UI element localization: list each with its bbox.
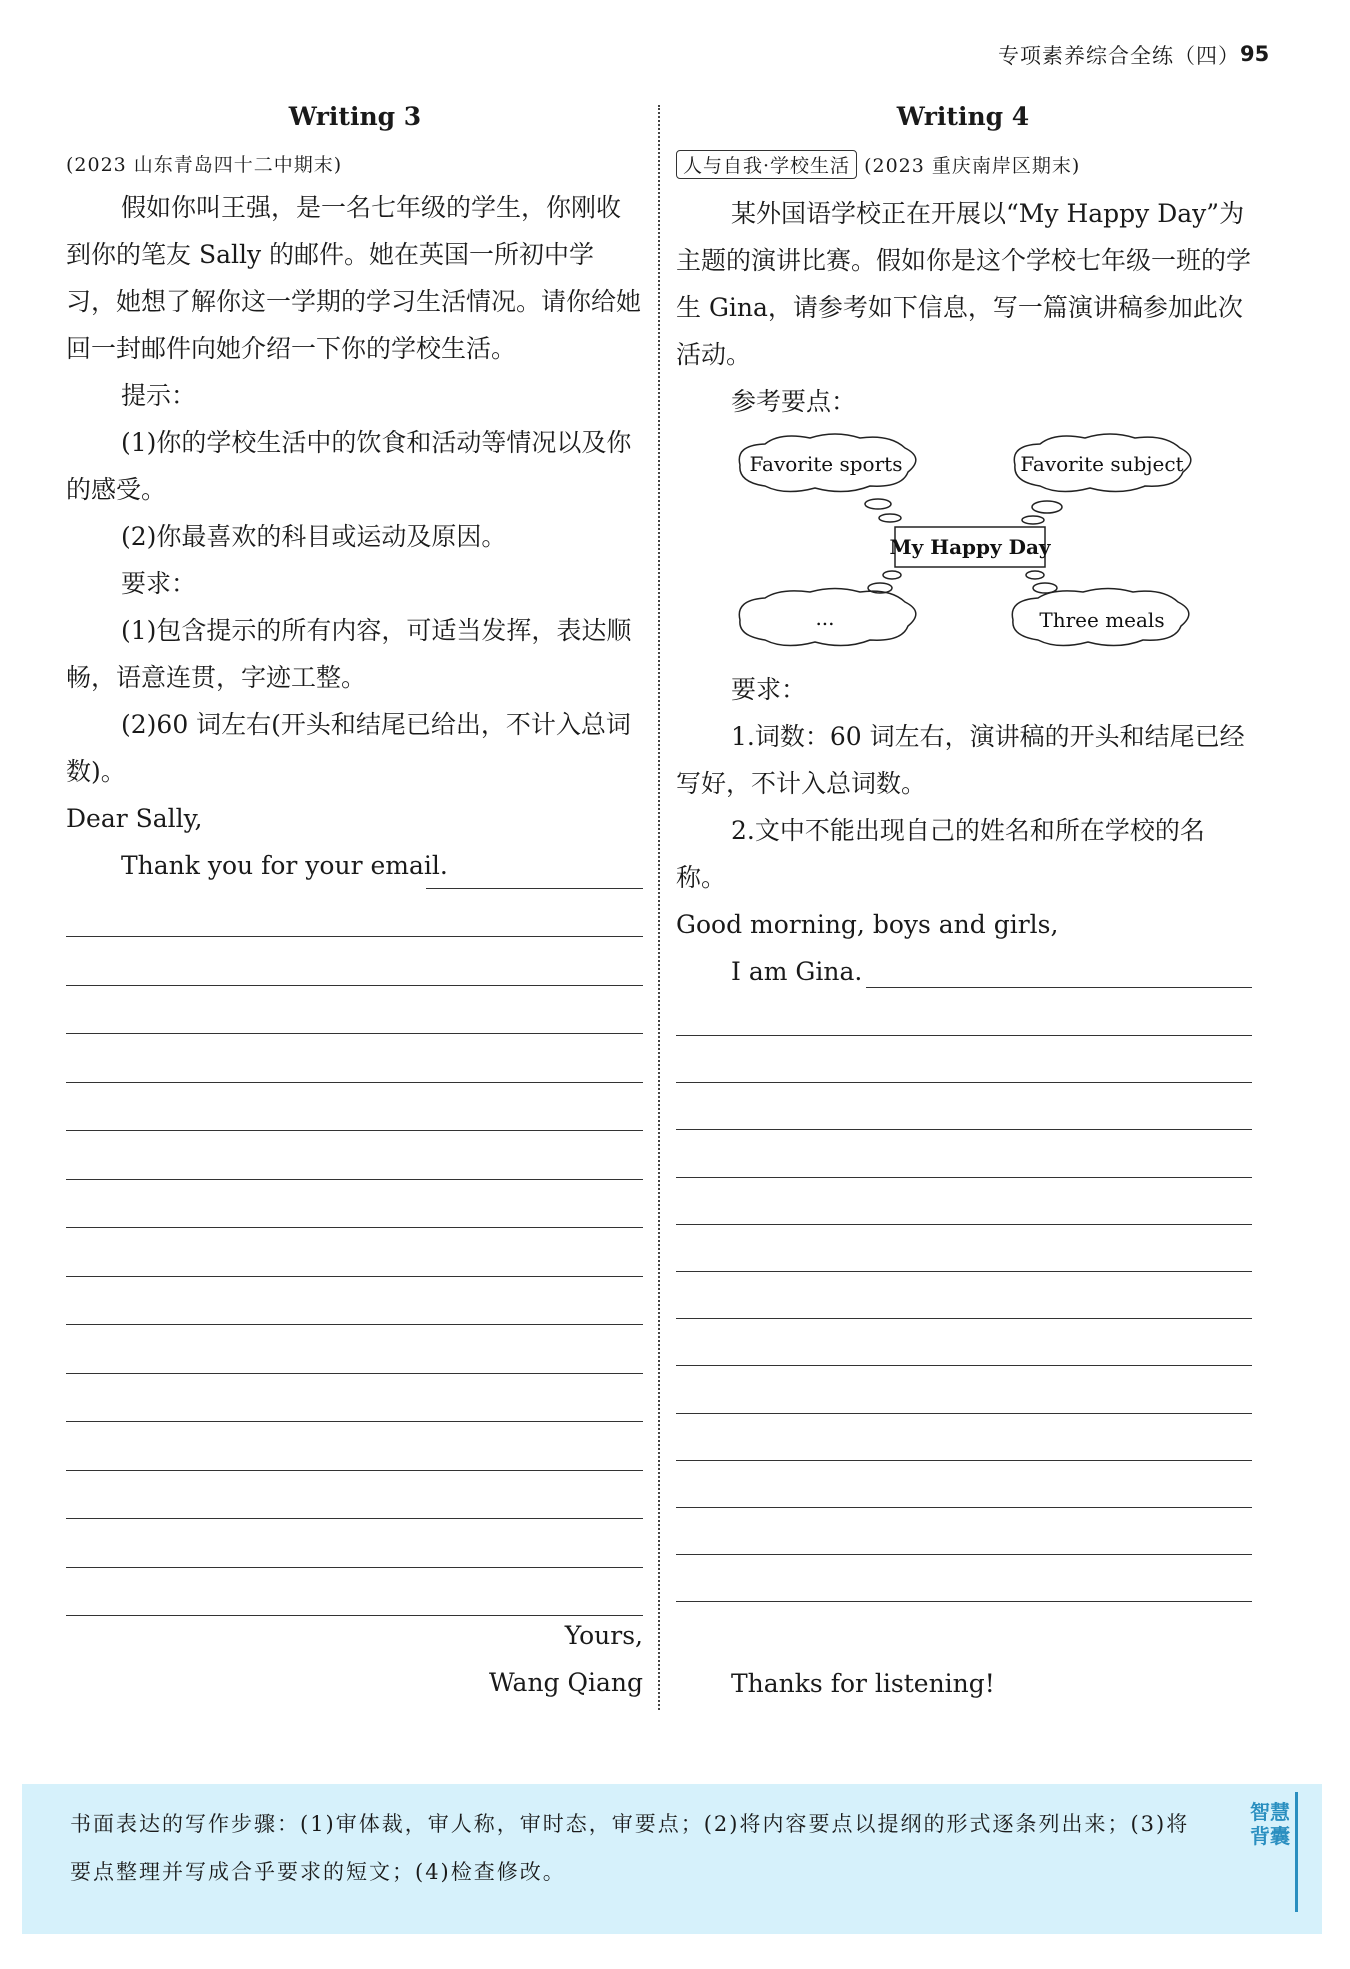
cloud-ellipsis-label: ... — [815, 606, 835, 630]
answer-line[interactable] — [676, 1460, 1252, 1461]
answer-line[interactable] — [676, 1554, 1252, 1555]
writing3-body — [66, 184, 643, 889]
writing4-source-row — [676, 150, 1080, 179]
writing4-req2: 2.文中不能出现自己的姓名和所在学校的名称。 — [676, 816, 1205, 892]
writing3-req2: (2)60 词左右(开头和结尾已给出，不计入总词数)。 — [66, 710, 631, 786]
answer-line[interactable] — [66, 1082, 643, 1083]
writing4-opening: I am Gina. — [731, 957, 863, 986]
writing4-theme-tag: 人与自我·学校生活 — [676, 150, 857, 179]
answer-line[interactable] — [66, 1276, 643, 1277]
writing4-greeting: Good morning, boys and girls, — [676, 910, 1059, 939]
answer-line[interactable] — [66, 1179, 643, 1180]
answer-line[interactable] — [676, 1224, 1252, 1225]
writing3-closing2: Wang Qiang — [489, 1668, 643, 1697]
answer-line[interactable] — [676, 1129, 1252, 1130]
answer-line[interactable] — [676, 1507, 1252, 1508]
answer-line[interactable] — [66, 1421, 643, 1422]
writing4-body — [676, 190, 1253, 425]
cloud-three-meals-label: Three meals — [1039, 608, 1165, 632]
writing3-blank-first[interactable] — [426, 888, 643, 889]
answer-line[interactable] — [66, 936, 643, 937]
center-label: My Happy Day — [889, 535, 1051, 559]
tip-text: 书面表达的写作步骤：(1)审体裁，审人称，审时态，审要点；(2)将内容要点以提纲的形式逐条列出来；(3)将要点整理并写成合乎要求的短文；(4)检查修改。 — [70, 1812, 1190, 1884]
writing4-blank-first[interactable] — [866, 987, 1252, 988]
answer-line[interactable] — [676, 1271, 1252, 1272]
answer-line[interactable] — [66, 1518, 643, 1519]
writing4-ref-label: 参考要点： — [731, 387, 857, 416]
writing4-req-label: 要求： — [731, 675, 807, 704]
answer-line[interactable] — [66, 1373, 643, 1374]
writing3-prompt: 假如你叫王强，是一名七年级的学生，你刚收到你的笔友 Sally 的邮件。她在英国一所初中学习，她想了解你这一学期的学习生活情况。请你给她回一封邮件向她介绍一下你的学校生活。 — [66, 193, 642, 363]
answer-line[interactable] — [66, 1567, 643, 1568]
answer-line[interactable] — [66, 1227, 643, 1228]
answer-line[interactable] — [66, 1615, 643, 1616]
answer-line[interactable] — [66, 1033, 643, 1034]
writing3-closing1: Yours, — [564, 1621, 643, 1650]
writing4-title: Writing 4 — [896, 102, 1030, 131]
cloud-favorite-subject-label: Favorite subject — [1020, 452, 1184, 476]
writing3-source: (2023 山东青岛四十二中期末) — [66, 154, 343, 176]
writing3-hint2: (2)你最喜欢的科目或运动及原因。 — [121, 522, 507, 551]
writing4-source: (2023 重庆南岸区期末) — [864, 155, 1081, 177]
mind-map — [730, 430, 1210, 660]
page-number: 95 — [1240, 42, 1270, 66]
answer-line[interactable] — [66, 1130, 643, 1131]
writing3-hint-label: 提示： — [121, 381, 197, 410]
column-divider — [658, 105, 660, 1710]
writing3-req1: (1)包含提示的所有内容，可适当发挥，表达顺畅，语意连贯，字迹工整。 — [66, 616, 632, 692]
answer-line[interactable] — [66, 1470, 643, 1471]
answer-line[interactable] — [676, 1318, 1252, 1319]
answer-line[interactable] — [676, 1365, 1252, 1366]
answer-line[interactable] — [676, 1413, 1252, 1414]
answer-line[interactable] — [676, 1177, 1252, 1178]
answer-line[interactable] — [676, 1035, 1252, 1036]
answer-line[interactable] — [66, 985, 643, 986]
writing3-req-label: 要求： — [121, 569, 197, 598]
writing4-req1: 1.词数：60 词左右，演讲稿的开头和结尾已经写好，不计入总词数。 — [676, 722, 1245, 798]
tip-side-label: 智慧背囊 — [1250, 1800, 1290, 1848]
writing3-hint1: (1)你的学校生活中的饮食和活动等情况以及你的感受。 — [66, 428, 632, 504]
writing3-greeting: Dear Sally, — [66, 804, 203, 833]
answer-line[interactable] — [676, 1082, 1252, 1083]
answer-line[interactable] — [676, 1601, 1252, 1602]
writing3-title: Writing 3 — [288, 102, 422, 131]
writing3-opening: Thank you for your email. — [121, 851, 448, 880]
writing4-closing: Thanks for listening! — [731, 1669, 995, 1698]
writing4-reqs — [676, 666, 1253, 995]
running-header: 专项素养综合全练（四） — [998, 44, 1240, 68]
writing4-prompt: 某外国语学校正在开展以“My Happy Day”为主题的演讲比赛。假如你是这个学校七年级一班的学生 Gina，请参考如下信息，写一篇演讲稿参加此次活动。 — [676, 199, 1252, 369]
tip-side-bar — [1295, 1792, 1298, 1912]
answer-line[interactable] — [66, 1324, 643, 1325]
cloud-favorite-sports-label: Favorite sports — [749, 452, 903, 476]
